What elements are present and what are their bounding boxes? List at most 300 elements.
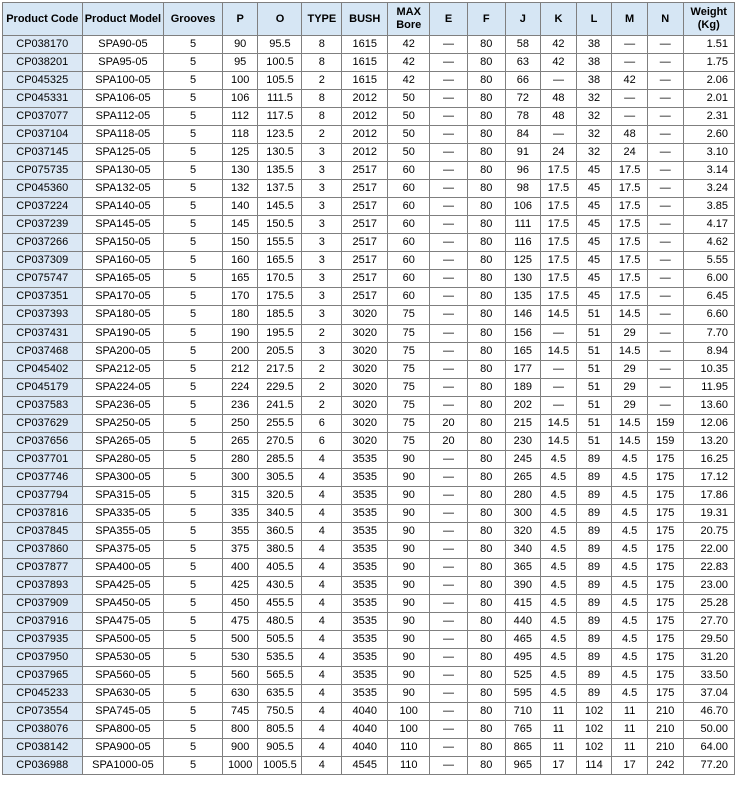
cell-p: 250 [222, 414, 258, 432]
table-row [3, 216, 735, 234]
cell-f: 80 [467, 396, 505, 414]
cell-f: 80 [467, 522, 505, 540]
cell-e: — [430, 613, 468, 631]
cell-bush: 3020 [342, 342, 388, 360]
cell-n: — [647, 324, 683, 342]
cell-type: 4 [302, 631, 342, 649]
cell-product-code: CP037309 [3, 252, 83, 270]
cell-k: 4.5 [541, 486, 577, 504]
cell-j: 130 [505, 270, 541, 288]
cell-n: — [647, 180, 683, 198]
cell-p: 118 [222, 126, 258, 144]
cell-l: 102 [576, 721, 612, 739]
table-row [3, 342, 735, 360]
cell-j: 66 [505, 72, 541, 90]
cell-k: 4.5 [541, 685, 577, 703]
cell-product-model: SPA150-05 [82, 234, 164, 252]
cell-n: — [647, 90, 683, 108]
spec-table [2, 2, 735, 775]
cell-p: 190 [222, 324, 258, 342]
cell-o: 285.5 [258, 450, 302, 468]
cell-p: 375 [222, 540, 258, 558]
cell-weight: 17.12 [683, 468, 734, 486]
cell-k: 17.5 [541, 252, 577, 270]
table-row [3, 252, 735, 270]
cell-product-code: CP037860 [3, 540, 83, 558]
cell-m: 11 [612, 739, 648, 757]
cell-type: 4 [302, 450, 342, 468]
cell-type: 2 [302, 396, 342, 414]
cell-o: 155.5 [258, 234, 302, 252]
cell-f: 80 [467, 72, 505, 90]
cell-k: 4.5 [541, 450, 577, 468]
cell-type: 2 [302, 378, 342, 396]
cell-grooves: 5 [164, 540, 223, 558]
cell-m: 29 [612, 360, 648, 378]
cell-j: 63 [505, 54, 541, 72]
cell-j: 495 [505, 649, 541, 667]
cell-e: — [430, 162, 468, 180]
cell-weight: 22.83 [683, 558, 734, 576]
col-header-o: O [258, 3, 302, 36]
cell-l: 38 [576, 72, 612, 90]
cell-bush: 1615 [342, 72, 388, 90]
cell-type: 3 [302, 162, 342, 180]
cell-type: 4 [302, 594, 342, 612]
cell-k: — [541, 324, 577, 342]
cell-j: 595 [505, 685, 541, 703]
cell-grooves: 5 [164, 613, 223, 631]
cell-p: 170 [222, 288, 258, 306]
table-row [3, 540, 735, 558]
cell-j: 765 [505, 721, 541, 739]
cell-weight: 4.62 [683, 234, 734, 252]
cell-bush: 3535 [342, 540, 388, 558]
cell-p: 112 [222, 108, 258, 126]
cell-f: 80 [467, 90, 505, 108]
table-row [3, 594, 735, 612]
table-row [3, 649, 735, 667]
cell-weight: 2.60 [683, 126, 734, 144]
cell-bush: 3535 [342, 685, 388, 703]
cell-grooves: 5 [164, 234, 223, 252]
cell-max-bore: 90 [388, 468, 430, 486]
cell-type: 2 [302, 324, 342, 342]
cell-f: 80 [467, 306, 505, 324]
cell-grooves: 5 [164, 90, 223, 108]
cell-o: 320.5 [258, 486, 302, 504]
cell-max-bore: 60 [388, 288, 430, 306]
cell-k: 4.5 [541, 649, 577, 667]
cell-product-model: SPA180-05 [82, 306, 164, 324]
cell-type: 3 [302, 252, 342, 270]
cell-product-model: SPA190-05 [82, 324, 164, 342]
cell-p: 560 [222, 667, 258, 685]
cell-product-code: CP037656 [3, 432, 83, 450]
cell-k: 48 [541, 108, 577, 126]
cell-grooves: 5 [164, 126, 223, 144]
cell-j: 440 [505, 613, 541, 631]
cell-k: 4.5 [541, 576, 577, 594]
cell-m: 29 [612, 396, 648, 414]
cell-bush: 3535 [342, 576, 388, 594]
cell-product-model: SPA165-05 [82, 270, 164, 288]
cell-product-model: SPA355-05 [82, 522, 164, 540]
cell-m: 4.5 [612, 522, 648, 540]
cell-product-code: CP036988 [3, 757, 83, 775]
cell-j: 177 [505, 360, 541, 378]
cell-bush: 3535 [342, 594, 388, 612]
col-header-j: J [505, 3, 541, 36]
cell-e: — [430, 522, 468, 540]
cell-l: 51 [576, 432, 612, 450]
cell-bush: 3020 [342, 396, 388, 414]
cell-max-bore: 90 [388, 558, 430, 576]
cell-product-code: CP045331 [3, 90, 83, 108]
table-row [3, 108, 735, 126]
cell-n: 159 [647, 414, 683, 432]
cell-m: 17.5 [612, 252, 648, 270]
cell-f: 80 [467, 288, 505, 306]
cell-f: 80 [467, 450, 505, 468]
cell-type: 4 [302, 504, 342, 522]
cell-product-model: SPA375-05 [82, 540, 164, 558]
cell-o: 505.5 [258, 631, 302, 649]
cell-o: 360.5 [258, 522, 302, 540]
cell-o: 380.5 [258, 540, 302, 558]
cell-j: 710 [505, 703, 541, 721]
cell-product-code: CP037701 [3, 450, 83, 468]
cell-n: 159 [647, 432, 683, 450]
cell-product-code: CP037431 [3, 324, 83, 342]
table-row [3, 324, 735, 342]
cell-bush: 3535 [342, 667, 388, 685]
cell-weight: 2.31 [683, 108, 734, 126]
cell-o: 117.5 [258, 108, 302, 126]
cell-l: 45 [576, 234, 612, 252]
cell-bush: 2517 [342, 252, 388, 270]
cell-bush: 3535 [342, 613, 388, 631]
cell-p: 180 [222, 306, 258, 324]
cell-bush: 3535 [342, 558, 388, 576]
cell-type: 4 [302, 486, 342, 504]
cell-o: 135.5 [258, 162, 302, 180]
cell-product-model: SPA236-05 [82, 396, 164, 414]
cell-j: 91 [505, 144, 541, 162]
cell-n: — [647, 396, 683, 414]
cell-p: 90 [222, 36, 258, 54]
cell-j: 265 [505, 468, 541, 486]
cell-product-model: SPA425-05 [82, 576, 164, 594]
cell-product-model: SPA630-05 [82, 685, 164, 703]
cell-weight: 31.20 [683, 649, 734, 667]
cell-bush: 2012 [342, 144, 388, 162]
cell-product-code: CP037816 [3, 504, 83, 522]
cell-grooves: 5 [164, 739, 223, 757]
cell-f: 80 [467, 613, 505, 631]
table-row [3, 558, 735, 576]
cell-bush: 2517 [342, 180, 388, 198]
cell-n: 175 [647, 540, 683, 558]
cell-grooves: 5 [164, 198, 223, 216]
cell-product-code: CP037877 [3, 558, 83, 576]
cell-e: — [430, 54, 468, 72]
cell-p: 355 [222, 522, 258, 540]
cell-f: 80 [467, 540, 505, 558]
cell-f: 80 [467, 685, 505, 703]
cell-bush: 1615 [342, 36, 388, 54]
cell-j: 365 [505, 558, 541, 576]
cell-l: 38 [576, 54, 612, 72]
cell-p: 140 [222, 198, 258, 216]
cell-grooves: 5 [164, 396, 223, 414]
cell-grooves: 5 [164, 378, 223, 396]
cell-bush: 2517 [342, 270, 388, 288]
cell-n: — [647, 360, 683, 378]
cell-k: 4.5 [541, 667, 577, 685]
cell-max-bore: 50 [388, 108, 430, 126]
cell-max-bore: 60 [388, 216, 430, 234]
cell-weight: 33.50 [683, 667, 734, 685]
table-row [3, 576, 735, 594]
cell-grooves: 5 [164, 757, 223, 775]
cell-o: 205.5 [258, 342, 302, 360]
cell-max-bore: 110 [388, 739, 430, 757]
table-row [3, 468, 735, 486]
cell-o: 195.5 [258, 324, 302, 342]
cell-o: 255.5 [258, 414, 302, 432]
cell-grooves: 5 [164, 721, 223, 739]
cell-weight: 2.06 [683, 72, 734, 90]
cell-max-bore: 75 [388, 414, 430, 432]
cell-weight: 20.75 [683, 522, 734, 540]
cell-grooves: 5 [164, 649, 223, 667]
cell-grooves: 5 [164, 685, 223, 703]
table-row [3, 234, 735, 252]
cell-n: — [647, 72, 683, 90]
cell-grooves: 5 [164, 594, 223, 612]
cell-product-model: SPA170-05 [82, 288, 164, 306]
cell-bush: 3020 [342, 324, 388, 342]
cell-o: 241.5 [258, 396, 302, 414]
cell-l: 45 [576, 270, 612, 288]
cell-m: 14.5 [612, 414, 648, 432]
cell-f: 80 [467, 631, 505, 649]
cell-f: 80 [467, 594, 505, 612]
cell-type: 3 [302, 270, 342, 288]
cell-weight: 3.24 [683, 180, 734, 198]
cell-n: 210 [647, 703, 683, 721]
cell-max-bore: 90 [388, 576, 430, 594]
cell-f: 80 [467, 757, 505, 775]
col-header-k: K [541, 3, 577, 36]
cell-n: 210 [647, 721, 683, 739]
cell-m: 42 [612, 72, 648, 90]
cell-type: 4 [302, 739, 342, 757]
cell-o: 150.5 [258, 216, 302, 234]
cell-l: 89 [576, 522, 612, 540]
cell-grooves: 5 [164, 703, 223, 721]
cell-l: 89 [576, 613, 612, 631]
cell-k: 4.5 [541, 468, 577, 486]
cell-product-code: CP037845 [3, 522, 83, 540]
cell-p: 335 [222, 504, 258, 522]
table-row [3, 36, 735, 54]
cell-l: 51 [576, 396, 612, 414]
cell-j: 202 [505, 396, 541, 414]
cell-e: — [430, 468, 468, 486]
cell-f: 80 [467, 360, 505, 378]
cell-l: 45 [576, 216, 612, 234]
cell-e: — [430, 126, 468, 144]
cell-k: 17.5 [541, 234, 577, 252]
cell-product-code: CP037916 [3, 613, 83, 631]
cell-e: — [430, 144, 468, 162]
cell-max-bore: 50 [388, 90, 430, 108]
cell-bush: 3535 [342, 468, 388, 486]
cell-bush: 3535 [342, 486, 388, 504]
cell-l: 45 [576, 198, 612, 216]
cell-j: 245 [505, 450, 541, 468]
cell-e: — [430, 324, 468, 342]
cell-max-bore: 42 [388, 72, 430, 90]
cell-j: 965 [505, 757, 541, 775]
cell-product-model: SPA265-05 [82, 432, 164, 450]
table-row [3, 613, 735, 631]
cell-e: 20 [430, 432, 468, 450]
table-row [3, 180, 735, 198]
cell-weight: 10.35 [683, 360, 734, 378]
cell-max-bore: 100 [388, 703, 430, 721]
cell-type: 3 [302, 288, 342, 306]
cell-grooves: 5 [164, 108, 223, 126]
cell-n: — [647, 126, 683, 144]
cell-max-bore: 50 [388, 144, 430, 162]
cell-max-bore: 42 [388, 36, 430, 54]
cell-weight: 77.20 [683, 757, 734, 775]
table-row [3, 631, 735, 649]
cell-e: 20 [430, 414, 468, 432]
col-header-f: F [467, 3, 505, 36]
cell-p: 236 [222, 396, 258, 414]
cell-product-model: SPA224-05 [82, 378, 164, 396]
cell-j: 865 [505, 739, 541, 757]
cell-k: 17.5 [541, 270, 577, 288]
cell-grooves: 5 [164, 216, 223, 234]
cell-l: 51 [576, 342, 612, 360]
cell-l: 89 [576, 540, 612, 558]
table-row [3, 270, 735, 288]
cell-j: 415 [505, 594, 541, 612]
cell-e: — [430, 450, 468, 468]
cell-product-code: CP038076 [3, 721, 83, 739]
cell-p: 1000 [222, 757, 258, 775]
cell-max-bore: 75 [388, 378, 430, 396]
table-row [3, 667, 735, 685]
cell-product-code: CP037893 [3, 576, 83, 594]
cell-weight: 4.17 [683, 216, 734, 234]
cell-m: — [612, 90, 648, 108]
cell-grooves: 5 [164, 144, 223, 162]
cell-product-model: SPA250-05 [82, 414, 164, 432]
cell-e: — [430, 396, 468, 414]
cell-grooves: 5 [164, 468, 223, 486]
cell-f: 80 [467, 378, 505, 396]
cell-type: 4 [302, 522, 342, 540]
cell-weight: 19.31 [683, 504, 734, 522]
cell-type: 3 [302, 234, 342, 252]
cell-bush: 3020 [342, 306, 388, 324]
cell-m: 4.5 [612, 594, 648, 612]
cell-j: 300 [505, 504, 541, 522]
cell-n: — [647, 234, 683, 252]
cell-bush: 3020 [342, 360, 388, 378]
cell-product-model: SPA530-05 [82, 649, 164, 667]
cell-product-model: SPA200-05 [82, 342, 164, 360]
cell-e: — [430, 378, 468, 396]
cell-n: — [647, 216, 683, 234]
cell-max-bore: 75 [388, 360, 430, 378]
cell-m: 17.5 [612, 216, 648, 234]
cell-o: 229.5 [258, 378, 302, 396]
cell-weight: 3.14 [683, 162, 734, 180]
cell-f: 80 [467, 54, 505, 72]
cell-o: 405.5 [258, 558, 302, 576]
cell-n: — [647, 306, 683, 324]
cell-type: 3 [302, 216, 342, 234]
cell-e: — [430, 594, 468, 612]
cell-max-bore: 75 [388, 324, 430, 342]
cell-f: 80 [467, 108, 505, 126]
cell-o: 480.5 [258, 613, 302, 631]
cell-grooves: 5 [164, 558, 223, 576]
cell-f: 80 [467, 324, 505, 342]
cell-product-code: CP037909 [3, 594, 83, 612]
cell-l: 89 [576, 576, 612, 594]
cell-k: 4.5 [541, 613, 577, 631]
cell-type: 4 [302, 757, 342, 775]
cell-f: 80 [467, 270, 505, 288]
table-row [3, 54, 735, 72]
col-header-product-model: Product Model [82, 3, 164, 36]
cell-o: 130.5 [258, 144, 302, 162]
cell-m: 14.5 [612, 342, 648, 360]
cell-max-bore: 60 [388, 234, 430, 252]
cell-bush: 2517 [342, 162, 388, 180]
cell-weight: 7.70 [683, 324, 734, 342]
cell-l: 51 [576, 414, 612, 432]
cell-f: 80 [467, 252, 505, 270]
cell-j: 215 [505, 414, 541, 432]
cell-l: 89 [576, 468, 612, 486]
cell-e: — [430, 631, 468, 649]
cell-m: 17.5 [612, 198, 648, 216]
cell-m: — [612, 54, 648, 72]
cell-max-bore: 75 [388, 306, 430, 324]
cell-f: 80 [467, 468, 505, 486]
cell-k: 17.5 [541, 216, 577, 234]
cell-product-code: CP038170 [3, 36, 83, 54]
cell-l: 114 [576, 757, 612, 775]
cell-f: 80 [467, 703, 505, 721]
cell-weight: 27.70 [683, 613, 734, 631]
cell-f: 80 [467, 162, 505, 180]
cell-type: 3 [302, 198, 342, 216]
cell-e: — [430, 252, 468, 270]
cell-type: 4 [302, 649, 342, 667]
cell-n: 175 [647, 649, 683, 667]
col-header-max-bore: MAX Bore [388, 3, 430, 36]
